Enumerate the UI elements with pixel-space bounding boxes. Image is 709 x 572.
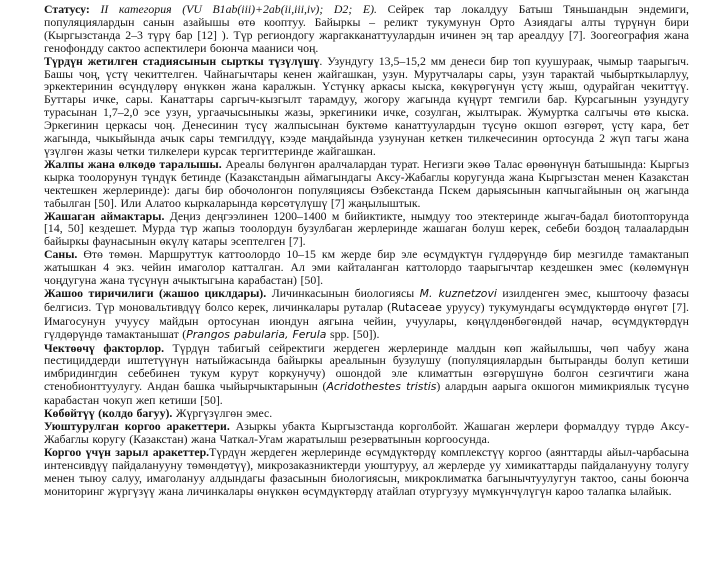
habitats-heading: Жашаган аймактары. — [44, 208, 165, 223]
section-morphology — [44, 55, 689, 158]
limiting-factors-heading: Чектөөчү факторлор. — [44, 340, 165, 355]
breeding-heading: Көбөйтүү (колдо багуу). — [44, 406, 173, 421]
limiting-factors-body-2: ) алардын аарыга окшогон мимикриялык түсүнө карабастан чокуп жеп кетиши [50]. — [44, 379, 689, 408]
status-body: Сейрек тар локалдуу Батыш Тяньшандын эндемиги, популяциялардын санын азайышы өтө кооптуу. Байыркы – реликт тукумунун Орто Азиядагы алты түрүнүн бири (Кыргызстанда 2–3 түрү бар [12] ). Түр региондогу жаргакканаттуулардын ичинен эң тар ареалдуу [7]. Зоогеография жана генофондду сактоо аспектилери боюнча мааниси чоң. — [44, 2, 690, 55]
family-name-rutaceae: Rutaceae — [391, 300, 442, 314]
section-protection-needed — [44, 446, 689, 498]
section-status — [44, 3, 689, 55]
species-name-acridothestes: Acridothestes tristis — [326, 380, 437, 394]
protection-current-body: Азыркы убакта Кыргызстанда корголбойт. Жашаган жерлери формалдуу түрдө Аксу-Жабаглы коругу (Казакстан) жана Чаткал-Угам жаратылыш резерватынын коргоосунда. — [44, 419, 690, 446]
status-heading: Статусу: — [44, 2, 90, 16]
life-cycle-body-2: изилденген эмес, кыштоочу фазасы белгисиз. Түр моновальтивдүү болсо керек, личинкалары руталар ( — [44, 285, 690, 314]
limiting-factors-body-1: Түрдүн табигый сейректиги жердеген жерлеринде малдын көп жайылышы, чөп чабуу жана пестициддерди иштетүүнүн натыйжасында байыркы ареалынын бузулушу (популяциялардын бытыранды болуп кетиши имбридингдин себебинен тукум курут коркунучу) ошондой эле климаттын өзгөрүшүнө болгон сезгичтиги жана стенобионттуулугу. Андан башка чыйырчыктарынын ( — [44, 340, 690, 394]
distribution-body: Ареалы бөлүнгөн аралчалардан турат. Негизги экөө Талас өрөөнүнүн батышында: Кыргыз кырка тоолорунун түндүк бетинде (Казакстандын аймагындагы Аксу-Жабаглы коругунда жана Кыргызстан менен Казакстан чектешкен жерлеринде): дагы бир обочолонгон популяциясы Өзбекстанда Пскем дарыясынын капчыгайынын оң жагында табылган [50]. Или Алатоо кыркаларында көрсөтүлүшү [7] жаңылыштык. — [44, 156, 689, 210]
life-cycle-body-4: spp. [50]). — [326, 326, 380, 341]
distribution-heading: Жалпы жана өлкөдө таралышы. — [44, 156, 222, 171]
species-name-prangos-ferula: Prangos pabularia, Ferula — [186, 327, 327, 341]
morphology-body: . Узундугу 13,5–15,2 мм денеси бир топ куушураак, чымыр таарыгыч. Башы чоң, үстү чекиттелген. Чайнагычтары кенен жайгашкан, узун. Мурутчалары сары, узун тарактай чыбырткыларлуу, эркектеринин өсүндүлөрү өнүккөн жана каралжын. Үстүнкү аркасы кыска, көкүрөгүнүн үстү жыш, одурайган чекиттүү. Буттары ичке, сары. Канаттары саргыч-кызгылт тарамдуу, жогору жагында күңүрт темгили бар. Курсагынын узундугу турасынан 1,7–2,0 эсе узун, ургаачысыныкы жазы, эркегиники ичке, созулган, жылтырак. Жумуртка салгычы өтө кыска. Эркегинин церкасы чоң. Денесинин түсү жалпысынан буктөмө канаттуулардын түсүнө окшоп өзгөрөт, үстү кара, бет жагында, чыкыйында ачык сары темгилдүү, кээде маңдайында узунунан кеткен тилкечесинин ортосунда 2 жүп тагы жана үзүлгөн жазы четки тилкелери курсак тергиттеринде жайгашкан. — [44, 53, 689, 158]
section-limiting-factors — [44, 342, 689, 408]
protection-current-heading: Уюштурулган коргоо аракеттери. — [44, 419, 230, 433]
section-distribution — [44, 158, 689, 210]
section-protection-current — [44, 420, 689, 446]
life-cycle-heading: Жашоо тиричилиги (жашоо циклдары). — [44, 285, 267, 300]
life-cycle-body-1: Личинкасынын биологиясы — [266, 285, 420, 300]
breeding-body: Жүргүзүлгөн эмес. — [172, 406, 273, 421]
population-heading: Саны. — [44, 247, 78, 262]
population-body: Өтө төмөн. Маршруттук каттоолордо 10–15 км жерде бир эле өсүмдүктүн гүлдөрүндө бир мезгилде тамактанып жатышкан 4 экз. чейин имаголор катталган. Ал эми кайталанган каттолордо таарыгычтар кездешкен эмес (көлөмүнүн чоңдугуна жана түсүнүн ачыктыгына карабастан) [50]. — [44, 247, 689, 288]
protection-needed-heading: Коргоо үчүн зарыл аракеттер. — [44, 444, 210, 459]
status-category: II категория (VU B1ab(iii)+2ab(ii,iii,iv); D2; E). — [89, 2, 377, 16]
section-population — [44, 248, 689, 287]
section-habitats — [44, 210, 689, 249]
morphology-heading: Түрдүн жетилген стадиясынын сырткы түзүлүшү — [44, 53, 320, 68]
habitats-body: Деңиз деңгээлинен 1200–1400 м бийиктикте, нымдуу тоо этектеринде жыгач-бадал биотопторунда [14, 50] кездешет. Мурда түр жапыз тоолордун бузулбаган жерлеринде жашаган болуш керек, себеби боздоң талаалардын байыркы фаунасынын өкүлү катары эсептелген [7]. — [44, 208, 689, 249]
species-name-kuznetzovi: M. kuznetzovi — [419, 286, 497, 300]
life-cycle-body-3: уруусу) тукумундагы өсүмдүктөрдө өнүгөт [7]. Имагосунун учуусу майдын ортосунан июндун аягына чейин, учуулары, көңүлдөнбөгөндөй начар, өсүмдүктөрдүн гүлдөрүндө тамактанышат ( — [44, 299, 690, 341]
section-life-cycle — [44, 287, 689, 342]
protection-needed-body: Түрдүн жердеген жерлеринде өсүмдүктөрдү комплекстүү коргоо (аянттарды айыл-чарбасына интенсивдүү пайдаланууну төмөндөтүү), микрозаказниктерди уюштуруу, ал жерлерде уу химикаттарды пайдаланууну толугу менен тыюу салуу, имаголануу алдындагы фазасынын биологиясын, микроклиматка багынычтуулугун тактоо, саны боюнча мониторинг жүргүзүү жана личинкалары өнүккөн өсүмдүктөрдү атайлап отургузуу мүмкүнчүлүгүн кароо талапка ылайык. — [44, 444, 689, 498]
